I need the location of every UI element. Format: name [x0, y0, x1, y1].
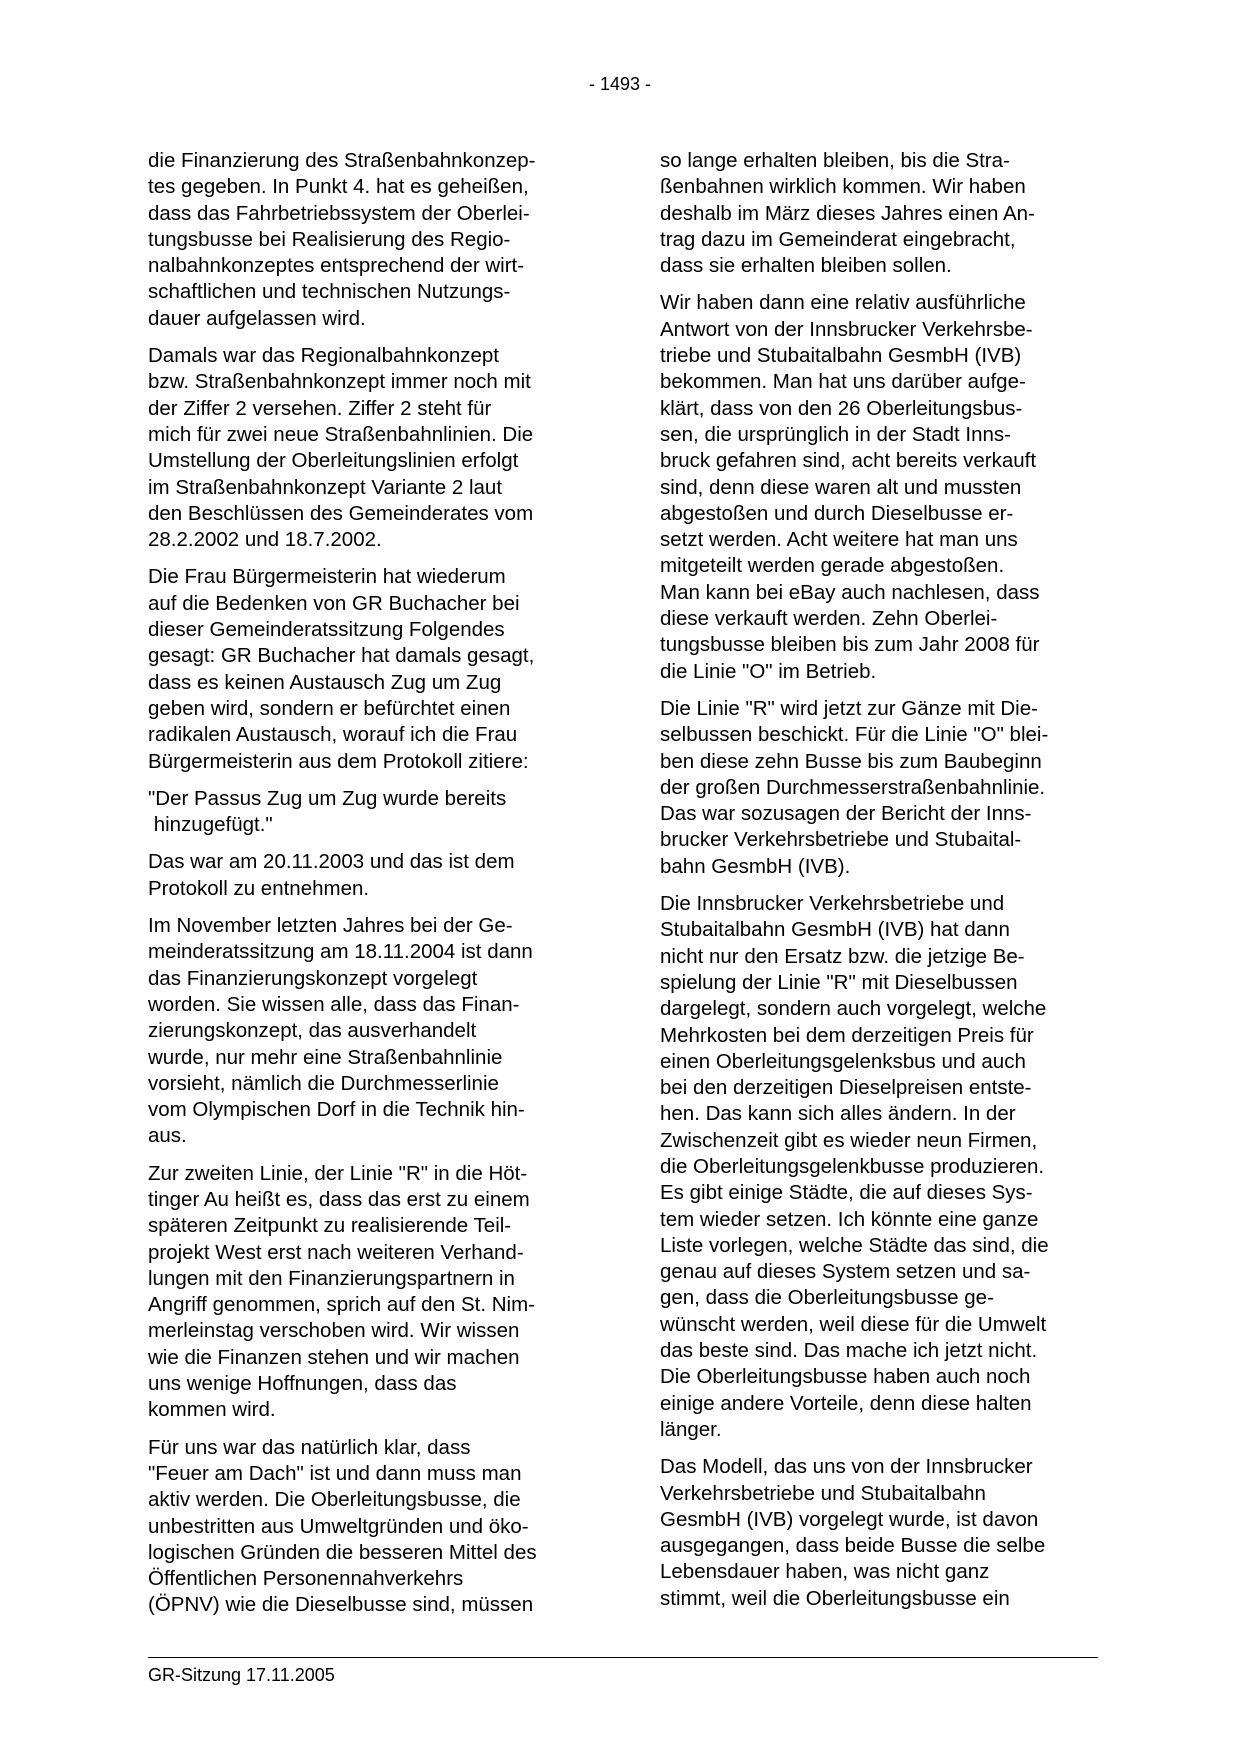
paragraph: Das war am 20.11.2003 und das ist dem Protokoll zu entnehmen.	[148, 850, 515, 900]
paragraph: Die Frau Bürgermeisterin hat wiederum auf die Bedenken von GR Buchacher bei dieser Gemeinderatssitzung Folgendes gesagt: GR Buchacher hat damals gesagt, dass es keinen Austausch Zug um Zug geben wird, sondern er befürchtet einen radikalen Austausch, worauf ich die Frau Bürgermeisterin aus dem Protokoll zitiere:	[148, 565, 535, 773]
page-number: - 1493 -	[588, 74, 652, 94]
paragraph: so lange erhalten bleiben, bis die Stra- ßenbahnen wirklich kommen. Wir haben deshalb im März dieses Jahres einen An- trag dazu im Gemeinderat eingebracht, dass sie erhalten bleiben sollen.	[660, 149, 1035, 278]
right-column	[660, 148, 1096, 1623]
paragraph: Die Innsbrucker Verkehrsbetriebe und Stubaitalbahn GesmbH (IVB) hat dann nicht nur den Ersatz bzw. die jetzige Be- spielung der Linie "R" mit Dieselbussen dargelegt, sondern auch vorgelegt, welche Mehrkosten bei dem derzeitigen Preis für einen Oberleitungsgelenksbus und auch bei den derzeitigen Dieselpreisen entste- hen. Das kann sich alles ändern. In der Zwischenzeit gibt es wieder neun Firmen, die Oberleitungsgelenkbusse produzieren. Es gibt einige Städte, die auf dieses Sys- tem wieder setzen. Ich könnte eine ganze Liste vorlegen, welche Städte das sind, die genau auf dieses System setzen und sa- gen, dass die Oberleitungsbusse ge- wünscht werden, weil diese für die Umwelt das beste sind. Das mache ich jetzt nicht. Die Oberleitungsbusse haben auch noch einige andere Vorteile, denn diese halten länger.	[660, 892, 1049, 1441]
paragraph: Damals war das Regionalbahnkonzept bzw. Straßenbahnkonzept immer noch mit der Ziffer 2 versehen. Ziffer 2 steht für mich für zwei neue Straßenbahnlinien. Die Umstellung der Oberleitungslinien erfolgt im Straßenbahnkonzept Variante 2 laut den Beschlüssen des Gemeinderates vom 28.2.2002 und 18.7.2002.	[148, 344, 534, 552]
paragraph: Im November letzten Jahres bei der Ge- meinderatssitzung am 18.11.2004 ist dann das Finanzierungskonzept vorgelegt worden. Sie wissen alle, dass das Finan- zierungskonzept, das ausverhandelt wurde, nur mehr eine Straßenbahnlinie vorsieht, nämlich die Durchmesserlinie vom Olympischen Dorf in die Technik hin- aus.	[148, 914, 533, 1148]
footer-divider	[148, 1657, 1098, 1658]
footer-session-label: GR-Sitzung 17.11.2005	[148, 1665, 335, 1685]
paragraph: Wir haben dann eine relativ ausführliche Antwort von der Innsbrucker Verkehrsbe- triebe und Stubaitalbahn GesmbH (IVB) bekommen. Man hat uns darüber aufge- klärt, dass von den 26 Oberleitungsbus- sen, die ursprünglich in der Stadt Inns- bruck gefahren sind, acht bereits verkauft sind, denn diese waren alt und mussten abgestoßen und durch Dieselbusse er- setzt werden. Acht weitere hat man uns mitgeteilt werden gerade abgestoßen. Man kann bei eBay auch nachlesen, dass diese verkauft werden. Zehn Oberlei- tungsbusse bleiben bis zum Jahr 2008 für die Linie "O" im Betrieb.	[660, 291, 1040, 683]
left-column	[148, 148, 588, 1630]
paragraph: die Finanzierung des Straßenbahnkonzep- tes gegeben. In Punkt 4. hat es geheißen, dass das Fahrbetriebssystem der Oberlei- tungsbusse bei Realisierung des Regio- nalbahnkonzeptes entsprechend der wirt- schaftlichen und technischen Nutzungs- dauer aufgelassen wird.	[148, 149, 536, 330]
quote-paragraph: "Der Passus Zug um Zug wurde bereits hinzugefügt."	[148, 786, 507, 837]
paragraph: Die Linie "R" wird jetzt zur Gänze mit Die- selbussen beschickt. Für die Linie "O" blei- ben diese zehn Busse bis zum Baubeginn der großen Durchmesserstraßenbahnlinie. Das war sozusagen der Bericht der Inns- brucker Verkehrsbetriebe und Stubaital- bahn GesmbH (IVB).	[660, 696, 1049, 878]
paragraph: Für uns war das natürlich klar, dass "Feuer am Dach" ist und dann muss man aktiv werden. Die Oberleitungsbusse, die unbestritten aus Umweltgründen und öko- logischen Gründen die besseren Mittel des Öffentlichen Personennahverkehrs (ÖPNV) wie die Dieselbusse sind, müssen	[148, 1435, 537, 1617]
paragraph: Das Modell, das uns von der Innsbrucker Verkehrsbetriebe und Stubaitalbahn GesmbH (IVB) vorgelegt wurde, ist davon ausgegangen, dass beide Busse die selbe Lebensdauer haben, was nicht ganz stimmt, weil die Oberleitungsbusse ein	[660, 1455, 1046, 1610]
paragraph: Zur zweiten Linie, der Linie "R" in die Höt- tinger Au heißt es, dass das erst zu einem späteren Zeitpunkt zu realisierende Teil- projekt West erst nach weiteren Verhand- lungen mit den Finanzierungspartnern in Angriff genommen, sprich auf den St. Nim- merleinstag verschoben wird. Wir wissen wie die Finanzen stehen und wir machen uns wenige Hoffnungen, dass das kommen wird.	[148, 1161, 536, 1422]
